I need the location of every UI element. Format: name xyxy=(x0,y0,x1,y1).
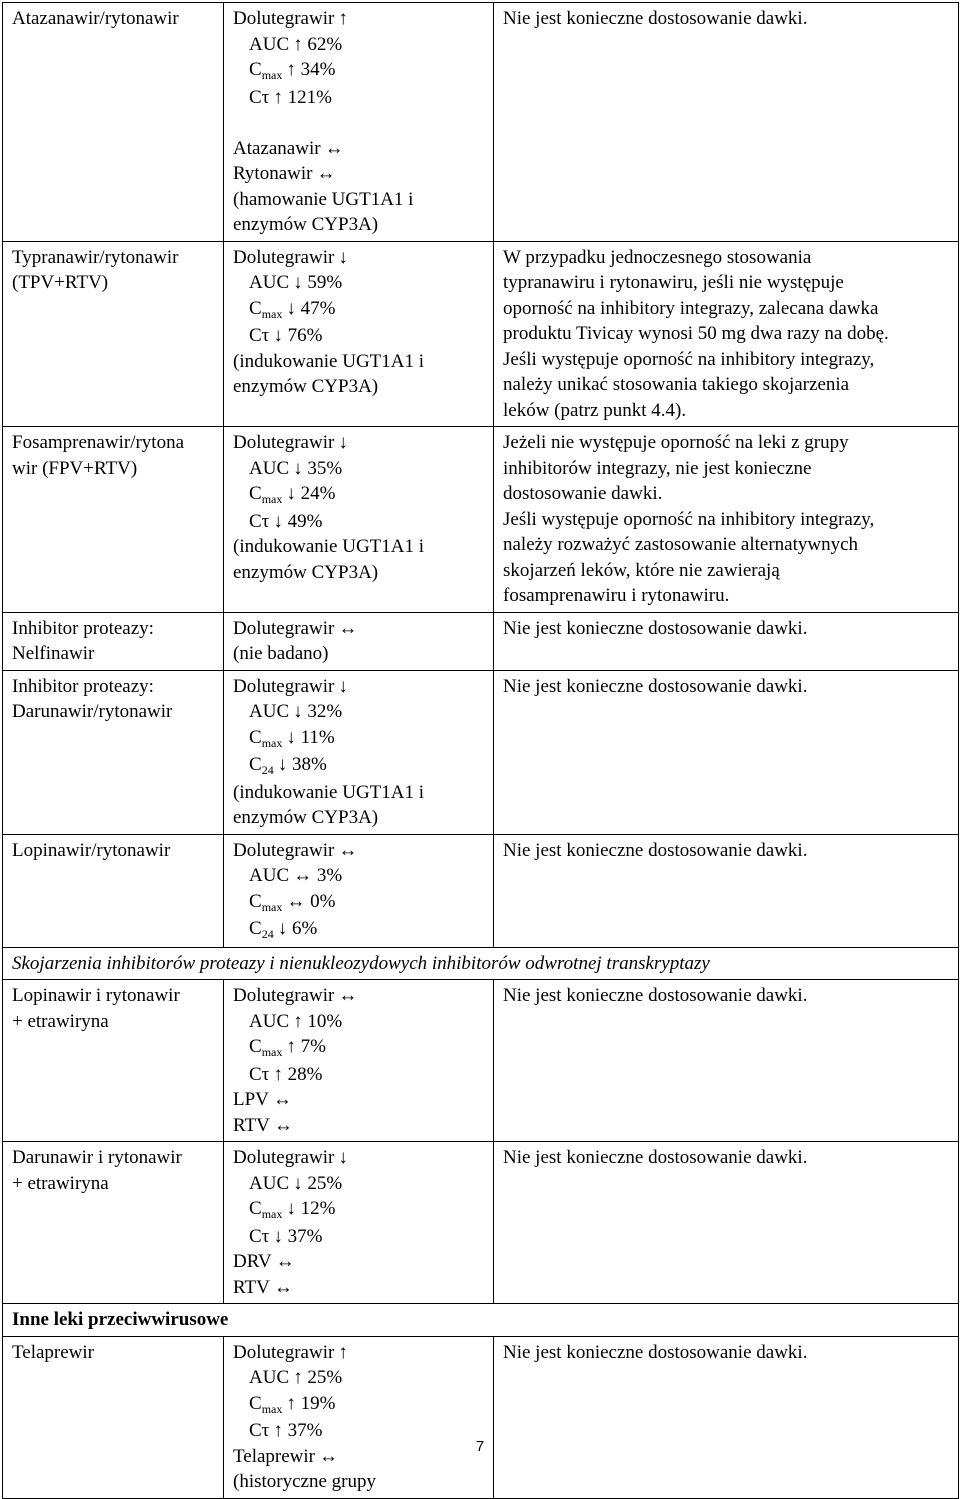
arrow-both-icon: ↔ xyxy=(324,137,344,159)
recommendation-line: Jeśli występuje oporność na inhibitory integrazy, xyxy=(503,348,875,370)
arrow-both-icon: ↔ xyxy=(338,617,358,639)
effect-line xyxy=(233,674,487,700)
effect-line xyxy=(233,863,487,889)
recommendation-cell xyxy=(494,1336,959,1498)
effect-line xyxy=(233,805,487,831)
effect-line xyxy=(233,110,487,136)
effect-label: Dolutegrawir xyxy=(233,432,335,453)
recommendation-line: W przypadku jednoczesnego stosowania xyxy=(503,246,812,268)
recommendation-line: produktu Tivicay wynosi 50 mg dwa razy na dobę. xyxy=(503,323,889,344)
effect-line xyxy=(233,1275,487,1301)
effect-label: AUC xyxy=(249,1367,290,1388)
effect-label: Dolutegrawir xyxy=(233,617,335,639)
effect-line xyxy=(233,32,487,58)
recommendation-cell xyxy=(494,1142,959,1304)
arrow-down-icon: ↓ xyxy=(293,457,303,479)
effect-line xyxy=(233,212,487,238)
table-row xyxy=(3,1336,959,1498)
effect-line xyxy=(233,560,487,586)
effect-line xyxy=(233,509,487,535)
arrow-down-icon: ↓ xyxy=(286,1198,296,1219)
effect-line xyxy=(233,1391,487,1419)
effect-line xyxy=(233,1224,487,1250)
effect-line xyxy=(233,6,487,32)
effect-cell xyxy=(224,834,494,947)
effect-line xyxy=(233,699,487,725)
text-line: Lopinawir i rytonawir xyxy=(12,985,180,1006)
effect-line xyxy=(233,780,487,806)
arrow-both-icon: ↔ xyxy=(338,985,358,1006)
recommendation-line: Nie jest konieczne dostosowanie dawki. xyxy=(503,8,808,29)
section-title: Inne leki przeciwwirusowe xyxy=(3,1304,959,1337)
effect-line xyxy=(233,616,487,642)
arrow-up-icon: ↑ xyxy=(293,1010,303,1032)
effect-label: (indukowanie UGT1A1 i xyxy=(233,350,425,372)
effect-label: Cτ xyxy=(249,510,270,532)
effect-label: Dolutegrawir xyxy=(233,1341,335,1363)
recommendation-line: Nie jest konieczne dostosowanie dawki. xyxy=(503,985,808,1006)
effect-subscript: 24 xyxy=(261,927,274,941)
effect-line xyxy=(233,1469,487,1495)
arrow-down-icon: ↓ xyxy=(338,1147,348,1168)
effect-line xyxy=(233,1365,487,1391)
arrow-up-icon: ↑ xyxy=(273,1063,283,1085)
effect-label: enzymów CYP3A) xyxy=(233,807,379,828)
arrow-both-icon: ↔ xyxy=(273,1276,293,1298)
effect-label: C xyxy=(249,297,262,319)
effect-line xyxy=(233,983,487,1009)
page-number: 7 xyxy=(475,1438,485,1455)
effect-value: 37% xyxy=(287,1225,323,1247)
recommendation-line: inhibitorów integrazy, nie jest konieczne xyxy=(503,457,812,479)
effect-label: C xyxy=(249,1392,262,1414)
arrow-down-icon: ↓ xyxy=(277,754,288,775)
effect-value: 35% xyxy=(307,457,343,479)
recommendation-line: Jeżeli nie występuje oporność na leki z grupy xyxy=(503,432,849,453)
effect-value: 0% xyxy=(310,890,336,912)
table-row xyxy=(3,612,959,670)
effect-label: DRV xyxy=(233,1251,272,1272)
effect-line xyxy=(233,534,487,560)
effect-value: 37% xyxy=(287,1420,323,1441)
arrow-down-icon: ↓ xyxy=(273,510,283,532)
arrow-down-icon: ↓ xyxy=(338,246,348,268)
effect-line xyxy=(233,1087,487,1113)
effect-line xyxy=(233,889,487,917)
effect-value: 7% xyxy=(300,1036,326,1057)
recommendation-cell xyxy=(494,612,959,670)
recommendation-cell xyxy=(494,834,959,947)
recommendation-line: skojarzeń leków, które nie zawierają xyxy=(503,559,780,581)
recommendation-line: Nie jest konieczne dostosowanie dawki. xyxy=(503,839,808,861)
effect-subscript: max xyxy=(261,735,283,750)
effect-line xyxy=(233,456,487,482)
effect-line xyxy=(233,1034,487,1062)
table-row xyxy=(3,241,959,427)
effect-subscript: max xyxy=(261,1207,283,1221)
arrow-down-icon: ↓ xyxy=(286,483,296,504)
effect-value: 25% xyxy=(307,1367,343,1388)
drug-cell xyxy=(3,670,224,834)
effect-label: Cτ xyxy=(249,1063,270,1085)
effect-line xyxy=(233,838,487,864)
arrow-up-icon: ↑ xyxy=(293,1367,303,1388)
effect-line xyxy=(233,187,487,213)
text-line: + etrawiryna xyxy=(12,1172,109,1194)
arrow-both-icon: ↔ xyxy=(286,890,306,912)
effect-subscript: max xyxy=(261,1401,283,1416)
effect-line xyxy=(233,1062,487,1088)
text-line: Typranawir/rytonawir xyxy=(12,246,179,268)
effect-subscript: max xyxy=(261,1045,283,1059)
effect-value: 12% xyxy=(300,1198,336,1219)
effect-line xyxy=(233,916,487,944)
effect-line xyxy=(233,430,487,456)
effect-value: 10% xyxy=(307,1010,343,1032)
effect-cell xyxy=(224,1336,494,1498)
effect-value: 11% xyxy=(300,726,335,748)
effect-value: 24% xyxy=(300,483,336,504)
arrow-both-icon: ↔ xyxy=(273,1114,293,1136)
effect-value: 47% xyxy=(300,297,336,319)
recommendation-cell xyxy=(494,241,959,427)
effect-value: 62% xyxy=(307,33,343,55)
arrow-down-icon: ↓ xyxy=(338,432,348,453)
effect-line xyxy=(233,641,487,667)
effect-label: Dolutegrawir xyxy=(233,675,335,697)
drug-cell xyxy=(3,1336,224,1498)
effect-label: RTV xyxy=(233,1114,270,1136)
text-line: Nelfinawir xyxy=(12,643,95,664)
effect-line xyxy=(233,161,487,187)
effect-subscript: max xyxy=(261,899,283,914)
effect-line xyxy=(233,1113,487,1139)
arrow-up-icon: ↑ xyxy=(338,1341,348,1363)
effect-line xyxy=(233,752,487,780)
text-line: Telaprewir xyxy=(12,1341,95,1363)
recommendation-line: dostosowanie dawki. xyxy=(503,483,663,504)
recommendation-line: Nie jest konieczne dostosowanie dawki. xyxy=(503,1147,808,1168)
effect-label: enzymów CYP3A) xyxy=(233,561,379,583)
effect-value: 6% xyxy=(291,918,318,939)
drug-cell xyxy=(3,980,224,1142)
effect-line xyxy=(233,136,487,162)
arrow-down-icon: ↓ xyxy=(286,726,296,748)
effect-label: enzymów CYP3A) xyxy=(233,214,379,235)
drug-cell xyxy=(3,241,224,427)
effect-line xyxy=(233,57,487,85)
text-line: Darunawir i rytonawir xyxy=(12,1147,182,1168)
effect-cell xyxy=(224,241,494,427)
text-line: Darunawir/rytonawir xyxy=(12,701,173,722)
text-line: + etrawiryna xyxy=(12,1010,109,1032)
recommendation-line: fosamprenawiru i rytonawiru. xyxy=(503,585,730,606)
effect-label: Cτ xyxy=(249,1225,270,1247)
recommendation-line: Nie jest konieczne dostosowanie dawki. xyxy=(503,1341,808,1363)
recommendation-line: należy unikać stosowania takiego skojarzenia xyxy=(503,374,850,395)
effect-line xyxy=(233,1249,487,1275)
effect-label: (historyczne grupy xyxy=(233,1471,376,1492)
effect-label: C xyxy=(249,59,262,80)
effect-line xyxy=(233,374,487,400)
arrow-down-icon: ↓ xyxy=(273,1225,283,1247)
recommendation-line: typranawiru i rytonawiru, jeśli nie występuje xyxy=(503,272,844,293)
effect-line xyxy=(233,245,487,271)
effect-label: C xyxy=(249,1198,262,1219)
arrow-up-icon: ↑ xyxy=(286,59,296,80)
effect-label: Cτ xyxy=(249,325,270,346)
arrow-both-icon: ↔ xyxy=(275,1251,295,1272)
effect-label: Rytonawir xyxy=(233,163,313,184)
effect-subscript: max xyxy=(261,492,283,506)
table-row xyxy=(3,427,959,613)
recommendation-cell xyxy=(494,670,959,834)
effect-cell xyxy=(224,3,494,242)
effect-label: (indukowanie UGT1A1 i xyxy=(233,781,425,803)
effect-label: AUC xyxy=(249,701,290,722)
text-line: Fosamprenawir/rytona xyxy=(12,432,185,453)
arrow-up-icon: ↑ xyxy=(273,1420,283,1441)
text-line: Atazanawir/rytonawir xyxy=(12,8,179,29)
effect-label: Atazanawir xyxy=(233,137,321,159)
effect-line xyxy=(233,481,487,509)
effect-line xyxy=(233,1171,487,1197)
arrow-both-icon: ↔ xyxy=(316,163,336,184)
effect-value: 32% xyxy=(307,701,343,722)
section-header-row xyxy=(3,947,959,980)
effect-label: (hamowanie UGT1A1 i xyxy=(233,188,414,210)
effect-label: AUC xyxy=(249,457,290,479)
effect-value: 3% xyxy=(316,865,343,886)
effect-label: C xyxy=(249,754,262,775)
effect-line xyxy=(233,725,487,753)
effect-line xyxy=(233,1196,487,1224)
effect-line xyxy=(233,323,487,349)
recommendation-line: Nie jest konieczne dostosowanie dawki. xyxy=(503,617,808,639)
arrow-down-icon: ↓ xyxy=(273,325,283,346)
effect-line xyxy=(233,1145,487,1171)
arrow-both-icon: ↔ xyxy=(338,839,358,861)
effect-subscript: 24 xyxy=(261,763,274,777)
effect-line xyxy=(233,1340,487,1366)
section-header-row xyxy=(3,1304,959,1337)
arrow-down-icon: ↓ xyxy=(286,297,296,319)
effect-label: Dolutegrawir xyxy=(233,8,335,29)
text-line: wir (FPV+RTV) xyxy=(12,457,138,479)
arrow-down-icon: ↓ xyxy=(293,1172,303,1194)
effect-label: (nie badano) xyxy=(233,643,329,664)
effect-label: AUC xyxy=(249,33,290,55)
effect-value: 28% xyxy=(287,1063,323,1085)
arrow-both-icon: ↔ xyxy=(293,865,313,886)
arrow-down-icon: ↓ xyxy=(293,272,303,293)
effect-label: C xyxy=(249,483,262,504)
effect-label: AUC xyxy=(249,272,290,293)
table-row xyxy=(3,670,959,834)
effect-label: Dolutegrawir xyxy=(233,839,335,861)
arrow-up-icon: ↑ xyxy=(286,1036,296,1057)
effect-label: LPV xyxy=(233,1089,269,1110)
effect-label: Dolutegrawir xyxy=(233,246,335,268)
arrow-up-icon: ↑ xyxy=(286,1392,296,1414)
arrow-up-icon: ↑ xyxy=(338,8,348,29)
effect-label: C xyxy=(249,890,262,912)
effect-subscript: max xyxy=(261,306,283,321)
effect-label: AUC xyxy=(249,865,290,886)
effect-label: AUC xyxy=(249,1010,290,1032)
effect-line xyxy=(233,296,487,324)
effect-value: 34% xyxy=(300,59,336,80)
effect-label: Telaprewir xyxy=(233,1445,316,1467)
effect-label: RTV xyxy=(233,1276,270,1298)
effect-label: Cτ xyxy=(249,1420,270,1441)
effect-label: enzymów CYP3A) xyxy=(233,376,379,397)
effect-cell xyxy=(224,1142,494,1304)
effect-cell xyxy=(224,980,494,1142)
table-row xyxy=(3,980,959,1142)
drug-cell xyxy=(3,3,224,242)
text-line: (TPV+RTV) xyxy=(12,272,109,293)
arrow-both-icon: ↔ xyxy=(272,1089,292,1110)
recommendation-cell xyxy=(494,3,959,242)
effect-label: C xyxy=(249,726,262,748)
text-line: Lopinawir/rytonawir xyxy=(12,839,171,861)
recommendation-line: należy rozważyć zastosowanie alternatywnych xyxy=(503,534,859,555)
effect-label: AUC xyxy=(249,1172,290,1194)
effect-cell xyxy=(224,612,494,670)
effect-line xyxy=(233,270,487,296)
effect-value: 19% xyxy=(300,1392,336,1414)
effect-value: 38% xyxy=(291,754,327,775)
effect-value: 76% xyxy=(287,325,323,346)
effect-subscript: max xyxy=(261,68,283,82)
drug-cell xyxy=(3,1142,224,1304)
effect-value: 59% xyxy=(307,272,343,293)
text-line: Inhibitor proteazy: xyxy=(12,617,154,639)
effect-label: Cτ xyxy=(249,86,270,108)
recommendation-line: leków (patrz punkt 4.4). xyxy=(503,399,687,421)
effect-cell xyxy=(224,670,494,834)
effect-value: 121% xyxy=(287,86,332,108)
text-line: Inhibitor proteazy: xyxy=(12,675,154,697)
effect-value: 25% xyxy=(307,1172,343,1194)
table-row xyxy=(3,834,959,947)
effect-label: C xyxy=(249,918,262,939)
section-title: Skojarzenia inhibitorów proteazy i nienukleozydowych inhibitorów odwrotnej transkryptazy xyxy=(3,947,959,980)
effect-label: Dolutegrawir xyxy=(233,985,335,1006)
drug-cell xyxy=(3,612,224,670)
effect-label: (indukowanie UGT1A1 i xyxy=(233,536,425,557)
arrow-up-icon: ↑ xyxy=(273,86,283,108)
arrow-both-icon: ↔ xyxy=(319,1445,339,1467)
interaction-table xyxy=(2,2,959,1499)
drug-cell xyxy=(3,834,224,947)
recommendation-line: Nie jest konieczne dostosowanie dawki. xyxy=(503,675,808,697)
arrow-up-icon: ↑ xyxy=(293,33,303,55)
table-row xyxy=(3,3,959,242)
effect-line xyxy=(233,85,487,111)
effect-cell xyxy=(224,427,494,613)
effect-value: 49% xyxy=(287,510,323,532)
arrow-down-icon: ↓ xyxy=(338,675,348,697)
effect-label: Dolutegrawir xyxy=(233,1147,335,1168)
arrow-down-icon: ↓ xyxy=(293,701,303,722)
recommendation-cell xyxy=(494,427,959,613)
drug-cell xyxy=(3,427,224,613)
recommendation-line: Jeśli występuje oporność na inhibitory integrazy, xyxy=(503,508,875,530)
arrow-down-icon: ↓ xyxy=(277,918,288,939)
effect-line xyxy=(233,349,487,375)
effect-label: C xyxy=(249,1036,262,1057)
recommendation-line: oporność na inhibitory integrazy, zalecana dawka xyxy=(503,297,879,319)
recommendation-cell xyxy=(494,980,959,1142)
effect-line xyxy=(233,1009,487,1035)
table-row xyxy=(3,1142,959,1304)
